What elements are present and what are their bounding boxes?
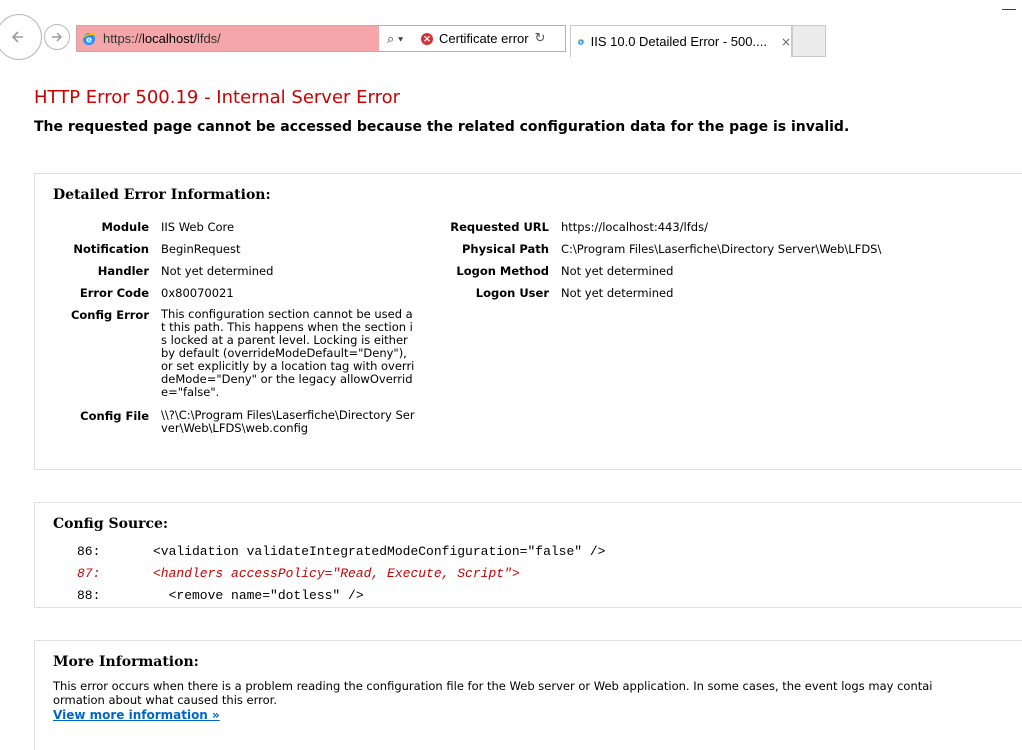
detail-row-config-file	[35, 405, 417, 435]
more-information-panel	[34, 640, 1022, 750]
detail-value: https://localhost:443/lfds/	[561, 220, 708, 234]
config-source-code	[77, 541, 605, 607]
detail-row-logon-user	[435, 282, 1015, 304]
new-tab-button[interactable]	[792, 25, 826, 57]
config-source-title: Config Source:	[53, 516, 169, 532]
error-subheading: The requested page cannot be accessed because the related configuration data for the page is invalid.	[34, 119, 850, 135]
certificate-error-label: Certificate error	[439, 31, 529, 46]
url-host: localhost	[142, 31, 194, 46]
address-bar[interactable]	[76, 25, 566, 52]
detail-value: 0x80070021	[161, 286, 234, 300]
line-number: 88:	[77, 588, 101, 603]
detail-label: Logon Method	[456, 264, 549, 278]
detail-label: Notification	[73, 242, 149, 256]
svg-text:e: e	[579, 40, 583, 46]
detail-value: BeginRequest	[161, 242, 241, 256]
detail-row-config-error	[35, 304, 417, 399]
detail-value: C:\Program Files\Laserfiche\Directory Server\Web\LFDS\	[561, 242, 882, 256]
detail-label: Config Error	[70, 308, 149, 322]
detail-row-requested-url	[435, 216, 1015, 238]
address-url[interactable]	[103, 31, 221, 46]
detail-value: This configuration section cannot be used at this path. This happens when the section is locked at a parent level. Locking is either by default (overrideModeDefault="Deny"), or set explicitly by a location tag with overrideMode="Deny" or the legacy allowOverride="false".	[161, 307, 415, 399]
detail-label: Requested URL	[450, 220, 549, 234]
search-dropdown-icon[interactable]: ⌕ ▾	[387, 30, 404, 46]
browser-chrome	[0, 0, 1022, 60]
tab-close-icon[interactable]: ×	[780, 34, 791, 49]
line-number: 87:	[77, 566, 101, 581]
detail-value: Not yet determined	[561, 286, 674, 300]
view-more-information-link[interactable]: View more information »	[53, 708, 220, 722]
code-text: <validation validateIntegratedModeConfiguration="false" />	[153, 544, 606, 559]
error-x-icon: ✕	[421, 33, 433, 45]
detail-value: \\?\C:\Program Files\Laserfiche\Directory Server\Web\LFDS\web.config	[161, 408, 415, 435]
url-path: /lfds/	[193, 31, 221, 46]
detail-value: IIS Web Core	[161, 220, 235, 234]
detail-row-physical-path	[435, 238, 1015, 260]
line-number: 86:	[77, 544, 101, 559]
svg-text:e: e	[85, 35, 93, 45]
tab-iis-error[interactable]	[570, 25, 792, 57]
more-information-title: More Information:	[53, 654, 199, 670]
detail-row-notification	[35, 238, 417, 260]
minimize-window-button[interactable]: —	[1002, 0, 1016, 16]
detail-row-handler	[35, 260, 417, 282]
address-url-zone[interactable]	[77, 26, 379, 51]
detailed-error-title: Detailed Error Information:	[53, 187, 271, 203]
code-text: <remove name="dotless" />	[153, 588, 364, 603]
code-line	[77, 585, 605, 607]
more-text-line: This error occurs when there is a problem reading the configuration file for the Web server or Web application. In some cases, the event logs may contai	[53, 679, 933, 693]
arrow-right-icon	[48, 28, 66, 46]
url-prefix: https://	[103, 31, 143, 46]
detail-label: Module	[101, 220, 149, 234]
refresh-icon[interactable]: ↻	[534, 31, 546, 46]
config-source-panel	[34, 502, 1022, 608]
ie-tab-icon	[577, 34, 585, 50]
detail-label: Error Code	[79, 286, 149, 300]
detail-row-error-code	[35, 282, 417, 304]
ie-browser-icon	[81, 31, 97, 47]
detail-row-module	[35, 216, 417, 238]
detail-label: Config File	[80, 409, 149, 423]
code-text: <handlers accessPolicy="Read, Execute, Script">	[153, 566, 520, 581]
detail-label: Handler	[97, 264, 149, 278]
certificate-error-button[interactable]	[421, 31, 529, 46]
more-information-text	[53, 679, 1022, 707]
error-details-left	[35, 216, 417, 435]
detailed-error-panel	[34, 173, 1022, 470]
error-heading: HTTP Error 500.19 - Internal Server Error	[34, 87, 401, 108]
forward-button[interactable]	[44, 24, 70, 50]
detail-label: Logon User	[475, 286, 549, 300]
address-actions	[379, 26, 565, 51]
code-line	[77, 541, 605, 563]
back-button[interactable]	[0, 14, 42, 60]
arrow-left-icon	[6, 24, 32, 50]
detail-label: Physical Path	[462, 242, 549, 256]
detail-value: Not yet determined	[561, 264, 674, 278]
tab-title: IIS 10.0 Detailed Error - 500....	[590, 34, 767, 49]
code-line-error	[77, 563, 605, 585]
detail-value: Not yet determined	[161, 264, 274, 278]
detail-row-logon-method	[435, 260, 1015, 282]
more-text-line: ormation about what caused this error.	[53, 693, 277, 707]
error-details-right	[435, 216, 1015, 304]
